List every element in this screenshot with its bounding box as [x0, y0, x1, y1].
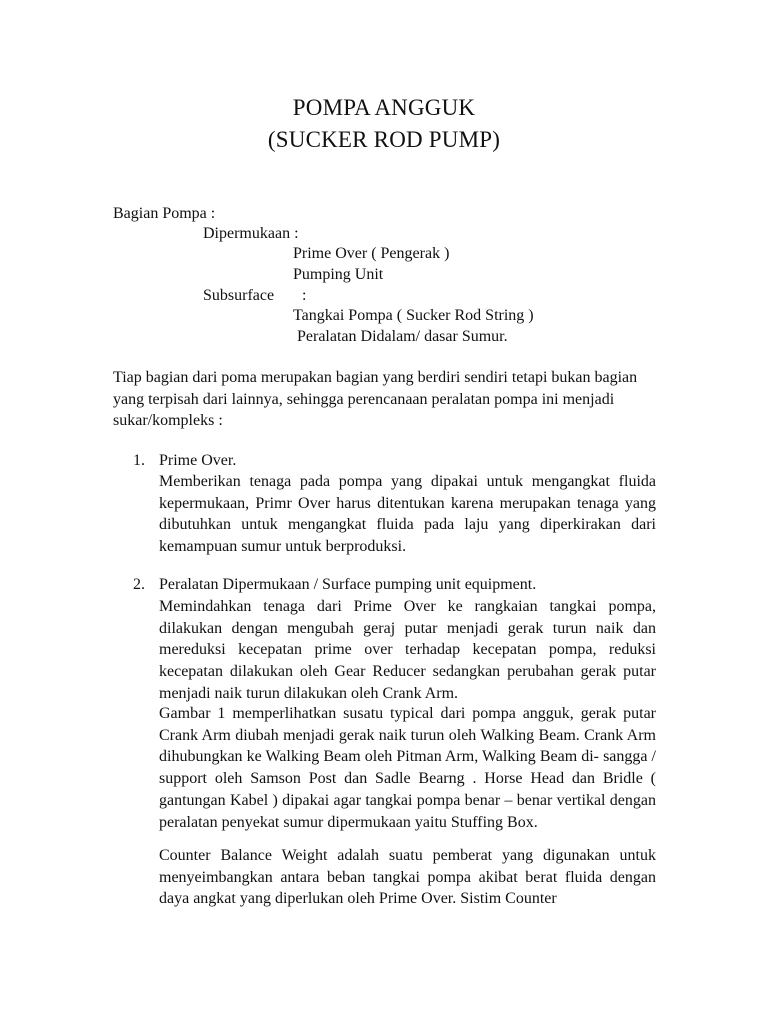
parts-heading: Bagian Pompa :: [113, 205, 216, 222]
item-1-paragraph: Memberikan tenaga pada pompa yang dipakai untuk mengangkat fluida kepermukaan, Primr Over harus ditentukan karena merupakan tenaga yang dibutuhkan untuk mengangkat fluida pada laju yang diperkirakan dari kemampuan sumur untuk berproduksi.: [159, 473, 656, 556]
item-2-paragraph-3: Counter Balance Weight adalah suatu pemberat yang digunakan untuk menyeimbangkan antara beban tangkai pompa akibat berat fluida dengan daya angkat yang diperlukan oleh Prime Over. Sistim Counter: [159, 847, 656, 908]
intro-paragraph: Tiap bagian dari poma merupakan bagian yang berdiri sendiri tetapi bukan bagian yang terpisah dari lainnya, sehingga perencanaan peralatan pompa ini menjadi sukar/kompleks :: [113, 369, 638, 430]
item-1-number: 1.: [133, 452, 145, 469]
item-1-title: Prime Over.: [159, 452, 237, 469]
title-line-2: (SUCKER ROD PUMP): [267, 127, 501, 152]
item-2-paragraph-2: Gambar 1 memperlihatkan susatu typical dari pompa angguk, gerak putar Crank Arm diubah menjadi gerak naik turun oleh Walking Beam. Crank Arm dihubungkan ke Walking Beam oleh Pitman Arm, Walking Beam di- sangga / support oleh Samson Post dan Sadle Bearng . Horse Head dan Bridle ( gantungan Kabel ) dipakai agar tangkai pompa benar – benar vertikal dengan peralatan penyekat sumur dipermukaan yaitu Stuffing Box.: [159, 705, 656, 831]
item-2-title: Peralatan Dipermukaan / Surface pumping unit equipment.: [159, 576, 537, 593]
title-line-1: POMPA ANGGUK: [292, 95, 476, 120]
surface-item-pumping-unit: Pumping Unit: [293, 266, 384, 283]
subsurface-item-downhole: Peralatan Didalam/ dasar Sumur.: [297, 328, 508, 345]
subsurface-colon: :: [302, 287, 307, 304]
surface-item-prime-over: Prime Over ( Pengerak ): [293, 245, 450, 262]
subsurface-label: Subsurface: [203, 287, 275, 304]
subsurface-item-sucker-rod: Tangkai Pompa ( Sucker Rod String ): [293, 307, 534, 324]
item-2-paragraph-1: Memindahkan tenaga dari Prime Over ke rangkaian tangkai pompa, dilakukan dengan mengubah geraj putar menjadi gerak turun naik dan mereduksi kecepatan prime over terhadap kecepatan pompa, reduksi kecepatan dilakukan oleh Gear Reducer sedangkan perubahan gerak putar menjadi naik turun dilakukan oleh Crank Arm.: [159, 598, 656, 702]
surface-label: Dipermukaan :: [203, 225, 299, 242]
document-title: [0, 92, 768, 156]
item-2-number: 2.: [133, 576, 145, 593]
